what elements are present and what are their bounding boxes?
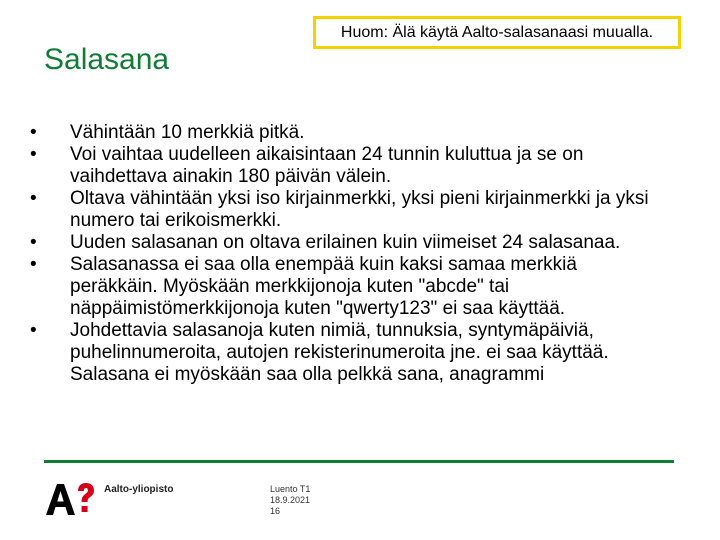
- rule-text: Salasanassa ei saa olla enempää kuin kaksi samaa merkkiä peräkkäin. Myöskään merkkijonoja kuten "abcde" tai näppäimistömerkkijonoja kuten "qwerty123" ei saa käyttää.: [70, 254, 577, 319]
- meta-page-number: 16: [270, 506, 281, 516]
- password-rules-list: [28, 122, 668, 386]
- footer-divider: [44, 460, 674, 463]
- rule-item: [28, 320, 668, 386]
- meta-date: 18.9.2021: [270, 495, 311, 505]
- aalto-logo-icon: [44, 482, 96, 516]
- rule-item: [28, 232, 668, 254]
- rule-text: Johdettavia salasanoja kuten nimiä, tunnuksia, syntymäpäiviä, puhelinnumeroita, autojen rekisterinumeroita jne. ei saa käyttää. Salasana ei myöskään saa olla pelkkä sana, anagrammi: [70, 320, 609, 385]
- rule-text: Oltava vähintään yksi iso kirjainmerkki, yksi pieni kirjainmerkki ja yksi numero tai erikoismerkki.: [70, 188, 649, 231]
- rule-item: [28, 188, 668, 232]
- bullet-icon: •: [30, 144, 37, 165]
- page-title: Salasana: [44, 43, 170, 76]
- rule-text: Voi vaihtaa uudelleen aikaisintaan 24 tunnin kuluttua ja se on vaihdettava ainakin 180 päivän välein.: [70, 144, 584, 187]
- rule-item: [28, 254, 668, 320]
- org-name: Aalto-yliopisto: [104, 484, 174, 495]
- warning-notice-box: [313, 16, 681, 49]
- bullet-icon: •: [30, 122, 37, 143]
- rule-item: [28, 122, 668, 144]
- bullet-icon: •: [30, 232, 37, 253]
- meta-lecture: Luento T1: [270, 484, 311, 494]
- warning-notice-text: Huom: Älä käytä Aalto-salasanaasi muualla.: [340, 23, 654, 41]
- bullet-icon: •: [30, 188, 37, 209]
- rule-item: [28, 144, 668, 188]
- rule-text: Vähintään 10 merkkiä pitkä.: [70, 122, 305, 143]
- rule-text: Uuden salasanan on oltava erilainen kuin viimeiset 24 salasanaa.: [70, 232, 621, 253]
- bullet-icon: •: [30, 254, 37, 275]
- bullet-icon: •: [30, 320, 37, 341]
- slide-meta: [270, 484, 310, 517]
